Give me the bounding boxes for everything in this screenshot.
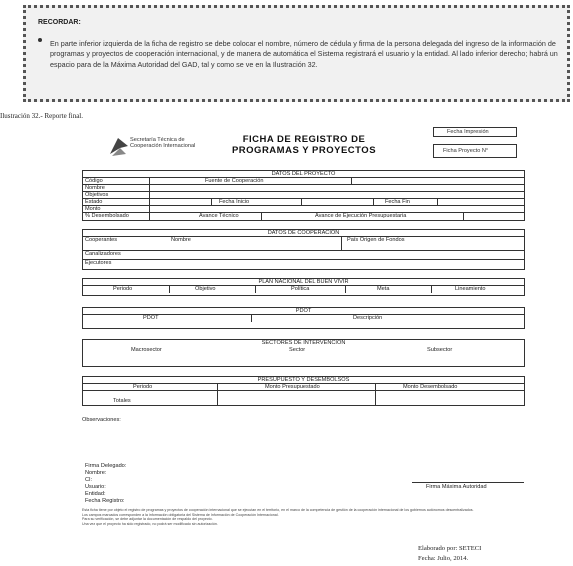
ci-label: CI: — [85, 477, 93, 483]
fuente-label: Fuente de Cooperación — [205, 178, 264, 184]
recordar-text: En parte inferior izquierda de la ficha de registro se debe colocar el nombre, número de cédula y firma de la persona delegada del ingreso de la información de programas y proyectos de cooperación internacional, y de manera de automática el Sistema registrará el usuario y la entidad. Al lado inferior derecho; habrá un espacio para de la Máxima Autoridad del GAD, tal y como se ve en la Ilustración 32. — [50, 39, 558, 69]
fecha-elaboracion: Fecha: Julio, 2014. — [418, 555, 469, 562]
plan-nacional-header: PLAN NACIONAL DEL BUEN VIVIR — [83, 279, 524, 286]
datos-cooperacion-header: DATOS DE COOPERACIÓN — [83, 230, 524, 237]
seteci-logo — [108, 134, 208, 164]
observaciones-label: Observaciones: — [82, 417, 121, 423]
pres-col-presupuestado: Monto Presupuestado — [265, 384, 320, 390]
elaborado-por: Elaborado por: SETECI — [418, 545, 482, 552]
presupuesto-cols — [83, 384, 524, 391]
footnote-3: Para su verificación, se debe adjuntar la documentación de respaldo del proyecto. — [82, 517, 213, 522]
fecha-fin-label: Fecha Fin — [385, 199, 410, 205]
plan-col-politica: Política — [291, 286, 310, 292]
usuario-label: Usuario: — [85, 484, 106, 490]
row-monto — [83, 206, 524, 213]
firma-maxima-label: Firma Máxima Autoridad — [426, 484, 487, 490]
pres-col-periodo: Periodo — [133, 384, 153, 390]
row-cooperantes — [83, 237, 524, 251]
nombre-firma-label: Nombre: — [85, 470, 107, 476]
footnotes — [82, 508, 522, 526]
logo-icon — [108, 134, 130, 160]
pres-col-desembolsado: Monto Desembolsado — [403, 384, 458, 390]
footnote-2: Los campos marcados corresponden a la información obligatoria del Sistema de Información de Cooperación Internacional. — [82, 512, 279, 517]
presupuesto-header: PRESUPUESTO Y DESEMBOLSOS — [83, 377, 524, 384]
codigo-label: Código — [85, 178, 103, 184]
fecha-registro-label: Fecha Registro: — [85, 498, 125, 504]
pdot-header: PDOT — [83, 308, 524, 315]
pais-label: País Origen de Fondos — [347, 237, 405, 243]
sectores-cols — [83, 347, 524, 354]
objetivos-label: Objetivos — [85, 192, 109, 198]
row-desembolsado — [83, 213, 524, 220]
cooperantes-label: Cooperantes — [85, 237, 118, 243]
row-ejecutores — [83, 260, 524, 268]
pdot-section — [82, 307, 525, 329]
fecha-impresion-box — [433, 127, 517, 137]
plan-nacional-cols — [83, 286, 524, 293]
totales-label: Totales — [113, 398, 131, 404]
coop-nombre-label: Nombre — [171, 237, 191, 243]
plan-col-periodo: Periodo — [113, 286, 133, 292]
footnote-4: Una vez que el proyecto ha sido registrado, no podrá ser modificado sin autorización. — [82, 521, 218, 526]
recordar-heading: RECORDAR: — [38, 19, 81, 26]
pdot-col-descripcion: Descripción — [353, 315, 383, 321]
sector-col-sector: Sector — [289, 347, 306, 353]
sectores-header: SECTORES DE INTERVENCION — [261, 340, 346, 346]
ejecutores-label: Ejecutores — [85, 260, 112, 266]
datos-proyecto-section — [82, 170, 525, 221]
pdot-col-pdot: PDOT — [143, 315, 159, 321]
plan-col-lineamiento: Lineamiento — [455, 286, 486, 292]
totales-row — [83, 391, 524, 405]
row-codigo — [83, 178, 524, 185]
firma-delegado-label: Firma Delegado: — [85, 463, 127, 469]
ficha-proyecto-label: Ficha Proyecto N° — [443, 148, 489, 154]
sector-col-macro: Macrosector — [131, 347, 162, 353]
figure-caption: Ilustración 32.- Reporte final. — [0, 112, 84, 120]
row-objetivos — [83, 192, 524, 199]
datos-cooperacion-section — [82, 229, 525, 270]
pdot-cols — [83, 315, 524, 322]
title-line-2: PROGRAMAS Y PROYECTOS — [231, 144, 377, 156]
presupuesto-section — [82, 376, 525, 406]
datos-proyecto-header: DATOS DEL PROYECTO — [83, 171, 524, 178]
recordar-note — [23, 5, 570, 102]
footnote-1: Esta ficha tiene por objeto el registro de programas y proyectos de cooperación internacional que se ejecutan en el territorio, en el marco de la competencia de gestión de la cooperación internacional de los gobiernos autónomos descentralizados. — [82, 508, 474, 512]
monto-label: Monto — [85, 206, 101, 212]
entidad-label: Entidad: — [85, 491, 106, 497]
fecha-impresion-label: Fecha Impresión — [447, 129, 489, 135]
estado-label: Estado — [85, 199, 103, 205]
bullet-icon — [36, 36, 44, 44]
row-estado — [83, 199, 524, 206]
ficha-proyecto-box — [433, 144, 517, 158]
plan-col-meta: Meta — [377, 286, 390, 292]
form-title — [209, 135, 399, 156]
plan-nacional-section — [82, 278, 525, 296]
sectores-section — [82, 339, 525, 367]
logo-text: Secretaría Técnica de Cooperación Internacional — [130, 137, 196, 150]
fecha-inicio-label: Fecha Inicio — [219, 199, 250, 205]
row-nombre — [83, 185, 524, 192]
avance-ejecucion-label: Avance de Ejecución Presupuestaria — [315, 213, 407, 219]
title-line-1: FICHA DE REGISTRO DE — [242, 134, 366, 145]
plan-col-objetivo: Objetivo — [195, 286, 216, 292]
firma-maxima-line — [412, 482, 524, 483]
desembolsado-label: % Desembolsado — [85, 213, 129, 219]
avance-tecnico-label: Avance Técnico — [199, 213, 239, 219]
sector-col-sub: Subsector — [427, 347, 453, 353]
canalizadores-label: Canalizadores — [85, 251, 121, 257]
nombre-label: Nombre — [85, 185, 105, 191]
row-canalizadores — [83, 251, 524, 260]
